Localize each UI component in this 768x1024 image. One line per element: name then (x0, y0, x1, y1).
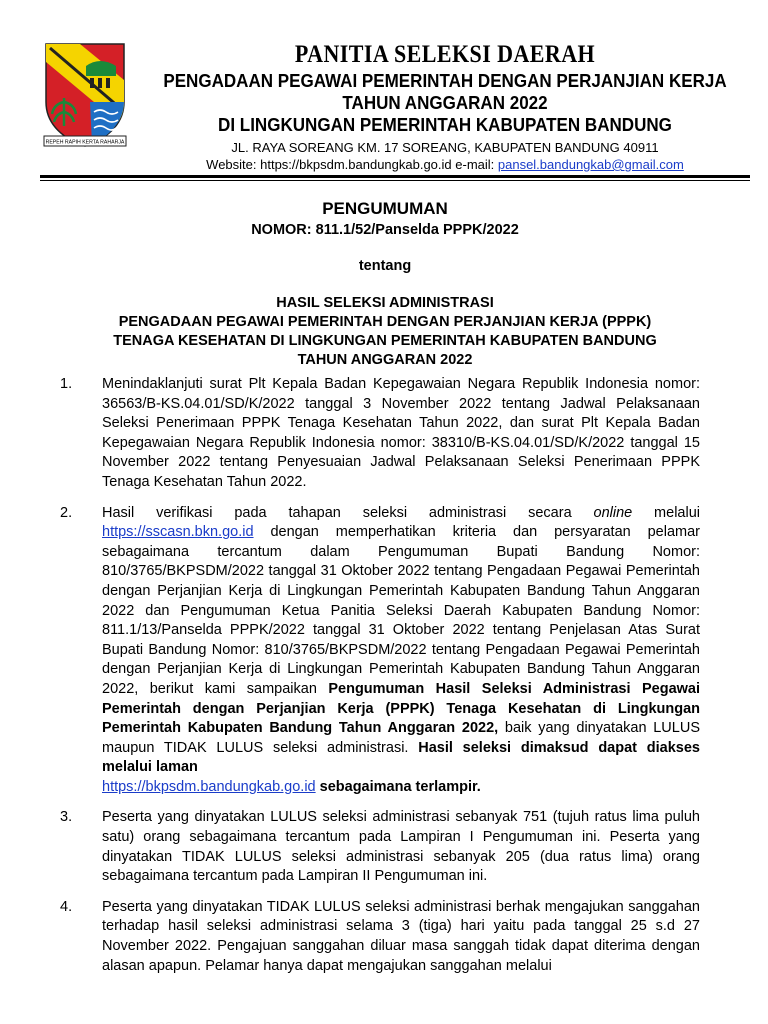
list-item (60, 375, 700, 493)
emblem-motto: REPEH RAPIH KERTA RAHARJA (45, 139, 125, 146)
text-run: dengan memperhatikan kriteria dan persyaratan pelamar sebagaimana tercantum dalam Pengumuman Bupati Bandung Nomor: 810/3765/BKPSDM/2022 tanggal 31 Oktober 2022 tentang Pengadaan Pegawai Pemerintah dengan Perjanjian Kerja di Lingkungan Pemerintah Kabupaten Bandung Tahun Anggaran 2022 dan Pengumuman Ketua Panitia Seleksi Daerah Kabupaten Bandung Nomor: 811.1/13/Panselda PPPK/2022 tanggal 31 Oktober 2022 tentang Penjelasan Atas Surat Bupati Bandung Nomor: 810/3765/BKPSDM/2022 tentang Pengadaan Pegawai Pemerintah dengan Perjanjian Kerja di Lingkungan Pemerintah Kabupaten Bandung Tahun Anggaran 2022, berikut kami sampaikan (102, 524, 700, 697)
letterhead-line-3: TAHUN ANGGARAN 2022 (342, 92, 548, 113)
letterhead-line-2: PENGADAAN PEGAWAI PEMERINTAH DENGAN PERJANJIAN KERJA (163, 70, 727, 91)
email-link[interactable]: pansel.bandungkab@gmail.com (497, 157, 684, 172)
list-item (60, 504, 700, 798)
item-text: Peserta yang dinyatakan TIDAK LULUS seleksi administrasi berhak mengajukan sanggahan terhadap hasil seleksi administrasi selama 3 (tiga) hari yaitu pada tanggal 25 s.d 27 November 2022. Pengajuan sanggahan diluar masa sanggah tidak dapat diterima dengan alasan apapun. Pelamar hanya dapat mengajukan sanggahan melalui (102, 898, 700, 974)
text-run: Hasil verifikasi pada tahapan seleksi administrasi secara (102, 504, 594, 521)
item-text: Menindaklanjuti surat Plt Kepala Badan Kepegawaian Negara Republik Indonesia nomor: 36563/B-KS.04.01/SD/K/2022 tanggal 3 November 2022 tentang Jadwal Pelaksanaan Seleksi Penerimaan PPPK Tenaga Kesehatan Tahun 2022, dan surat Plt Kepala Badan Kepegawaian Negara Republik Indonesia nomor: 38310/B-KS.04.01/SD/K/2022 tanggal 15 November 2022 tentang Penyesuaian Jadwal Pelaksanaan Seleksi Penerimaan PPPK Tenaga Kesehatan Tahun 2022. (102, 376, 700, 490)
letterhead-line-4: DI LINGKUNGAN PEMERINTAH KABUPATEN BANDUNG (218, 114, 672, 135)
text-run-bold: Pengumuman Hasil Seleksi Administrasi Pegawai Pemerintah dengan Perjanjian Kerja (PPPK) Tenaga Kesehatan di Lingkungan Pemerintah Kabupaten Bandung Tahun Anggaran 2022, (102, 680, 701, 737)
letterhead-rule-thin (40, 180, 750, 181)
website-text: Website: https://bkpsdm.bandungkab.go.id e-mail: (206, 157, 498, 172)
text-run-bold: sebagaimana terlampir. (315, 778, 481, 795)
announcement-items (60, 375, 700, 987)
announcement-number: NOMOR: 811.1/52/Panselda PPPK/2022 (251, 222, 519, 238)
subject-line-4: TAHUN ANGGARAN 2022 (297, 352, 473, 368)
text-run-italic: online (593, 504, 633, 521)
kabupaten-bandung-emblem-icon (40, 40, 130, 150)
text-run-bold: Hasil seleksi dimaksud dapat diakses melalui laman (102, 739, 700, 776)
text-run: melalui (632, 504, 700, 521)
item-number: 4. (60, 898, 73, 915)
list-item (60, 898, 700, 976)
item-number: 3. (60, 809, 73, 826)
about-label: tentang (358, 258, 412, 274)
item-text (102, 504, 700, 798)
subject-line-2: PENGADAAN PEGAWAI PEMERINTAH DENGAN PERJANJIAN KERJA (PPPK) (118, 314, 652, 330)
letterhead-contact (130, 156, 760, 173)
letterhead-address: JL. RAYA SOREANG KM. 17 SOREANG, KABUPATEN BANDUNG 40911 (231, 140, 659, 155)
subject-line-3: TENAGA KESEHATAN DI LINGKUNGAN PEMERINTAH KABUPATEN BANDUNG (113, 333, 657, 349)
sscasn-link[interactable]: https://sscasn.bkn.go.id (102, 524, 254, 541)
announcement-heading (40, 198, 730, 370)
item-number: 1. (60, 376, 73, 392)
bkpsdm-link[interactable]: https://bkpsdm.bandungkab.go.id (102, 778, 316, 795)
letterhead-rule-thick (40, 175, 750, 178)
text-run: baik yang dinyatakan LULUS maupun TIDAK LULUS seleksi administrasi. (102, 720, 700, 756)
item-text: Peserta yang dinyatakan LULUS seleksi administrasi sebanyak 751 (tujuh ratus lima puluh satu) orang sebagaimana tercantum pada Lampiran I Pengumuman ini. Peserta yang dinyatakan TIDAK LULUS seleksi administrasi sebanyak 205 (dua ratus lima) orang sebagaimana tercantum pada Lampiran II Pengumuman ini. (102, 809, 700, 885)
announcement-title: PENGUMUMAN (322, 199, 448, 218)
letterhead-text (130, 40, 760, 173)
list-item (60, 808, 700, 886)
letterhead (0, 0, 768, 180)
item-number: 2. (60, 504, 73, 521)
committee-title: PANITIA SELEKSI DAERAH (294, 41, 596, 68)
subject-line-1: HASIL SELEKSI ADMINISTRASI (276, 295, 494, 311)
